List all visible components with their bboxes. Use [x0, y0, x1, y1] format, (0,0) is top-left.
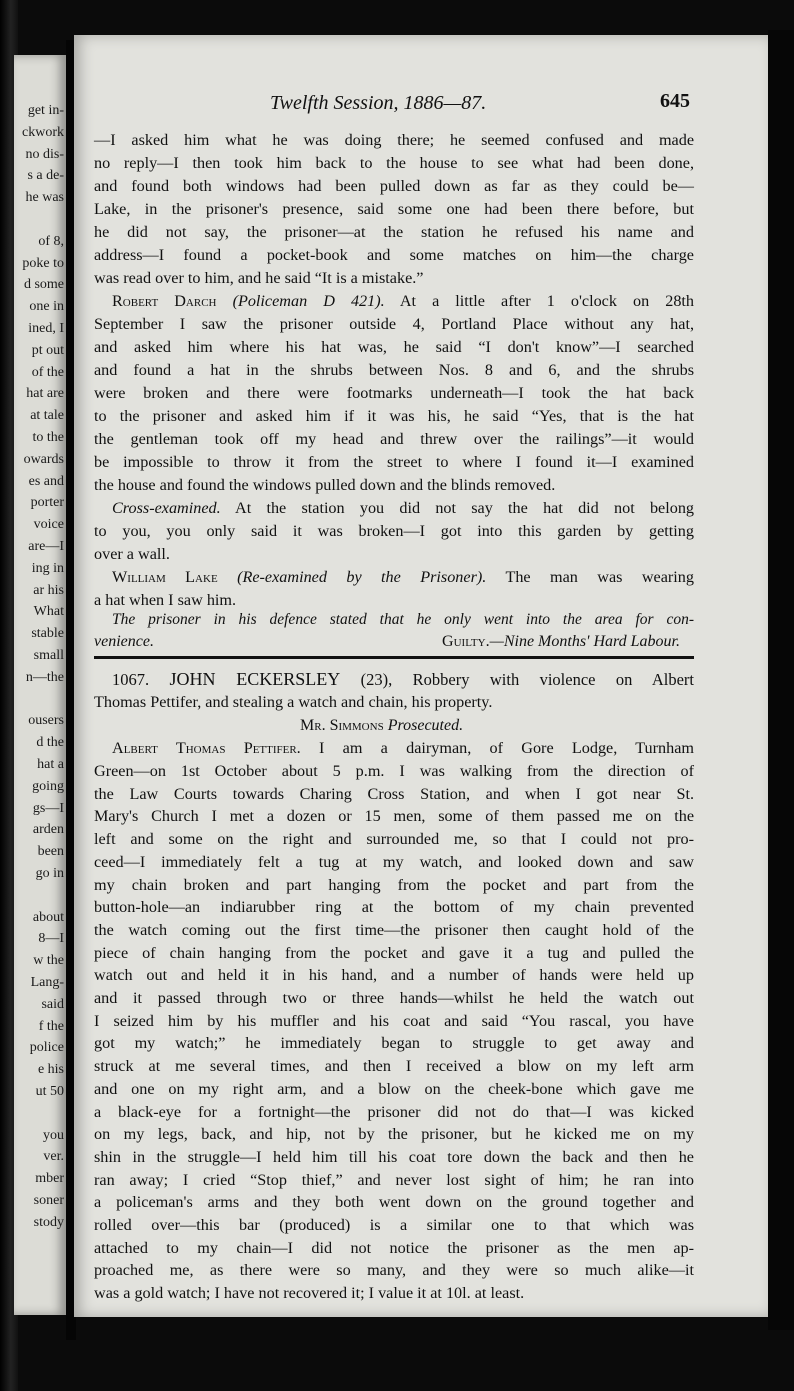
defendant-name: JOHN ECKERSLEY — [169, 669, 341, 689]
left-page-text-fragment: 8—I — [38, 931, 64, 947]
verdict-word: Guilty. — [442, 633, 490, 650]
left-page-text-fragment: d the — [36, 735, 64, 751]
witness-name: William Lake — [112, 568, 218, 586]
text-line: attached to my chain—I did not notice the prisoner as the men ap- — [94, 1238, 694, 1257]
text-line: my chain broken and part hanging from the pocket and part from the — [94, 875, 694, 894]
left-page-text-fragment: to the — [32, 430, 64, 445]
text-line: address—I found a pocket-book and some matches on him—the charge — [94, 246, 694, 264]
left-page-text-fragment: ar his — [33, 582, 64, 598]
left-page-text-fragment: ing in — [31, 560, 64, 576]
left-page-text-fragment: said — [41, 996, 64, 1012]
charge-text: (23), Robbery with violence on Albert — [360, 670, 694, 689]
text-line: he did not say, the prisoner—at the station he refused his name and — [94, 223, 694, 241]
case-number: 1067. — [112, 670, 150, 689]
sentence: —Nine Months' Hard Labour. — [489, 633, 680, 650]
left-page-text-fragment: f the — [38, 1018, 64, 1034]
left-page-text-fragment: ut 50 — [35, 1084, 64, 1099]
text-line: a policeman's arms and they both went down on the ground together and — [94, 1193, 694, 1212]
left-page-text-fragment: are—I — [28, 539, 64, 554]
text-line: ceed—I immediately felt a tug at my watch, and looked down and saw — [94, 852, 694, 871]
left-page-fragment — [14, 55, 66, 1315]
text-line: struck at me several times, and then I received a blow on my left arm — [94, 1057, 694, 1076]
line-text: The man was wearing — [505, 568, 694, 586]
left-page-text-fragment: soner — [33, 1193, 64, 1208]
text-line: and one on my right arm, and a blow on the cheek-bone which gave me — [94, 1079, 694, 1098]
text-line: September I saw the prisoner outside 4, Portland Place without any hat, — [94, 315, 694, 333]
left-page-text-fragment: ckwork — [22, 124, 64, 140]
text-line: on my legs, back, and hip, not by the prisoner, but he kicked me on my — [94, 1125, 694, 1144]
text-line — [112, 670, 694, 689]
left-page-text-fragment: gs—I — [32, 800, 64, 816]
verdict — [442, 633, 680, 651]
left-page-text-fragment: es and — [28, 473, 64, 489]
left-page-text-fragment: of the — [31, 364, 64, 380]
text-line: Lake, in the prisoner's presence, said some one had been there before, but — [94, 200, 694, 218]
text-line: over a wall. — [94, 545, 170, 563]
left-page-text-fragment: porter — [30, 495, 64, 511]
left-page-text-fragment: get in- — [27, 103, 64, 118]
defence-tail: venience. — [94, 633, 154, 650]
left-page-text-fragment: ousers — [28, 713, 64, 729]
verdict-line — [94, 633, 694, 651]
text-line: was a gold watch; I have not recovered it; I value it at 10l. at least. — [94, 1284, 525, 1303]
left-page-text-fragment: What — [33, 604, 64, 620]
left-page-text-fragment: Lang- — [30, 975, 64, 990]
left-page-text-fragment: d some — [23, 277, 64, 293]
left-page-text-fragment: of 8, — [38, 233, 64, 249]
left-page-text-fragment: he was — [25, 190, 64, 206]
line-text: I am a dairyman, of Gore Lodge, Turnham — [319, 739, 695, 757]
text-line: to you, you only said it was broken—I got into this garden by getting — [94, 522, 694, 540]
text-line: the house and found the windows pulled down and the blinds removed. — [94, 476, 556, 494]
witness-role: (Re-examined by the Prisoner). — [237, 568, 487, 586]
text-line — [112, 740, 694, 756]
left-page-text-fragment: go in — [35, 866, 64, 881]
left-page-text-fragment: small — [33, 648, 64, 663]
text-line: the gentleman took off my head and threw over the railings”—it would — [94, 430, 694, 448]
text-line: piece of chain hanging from the pocket and gave it a tug and pulled the — [94, 943, 694, 962]
prosecutor-line — [300, 717, 463, 735]
text-line: the Law Courts towards Charing Cross Station, and when I got near St. — [94, 784, 694, 803]
left-page-text-fragment: going — [32, 778, 64, 794]
text-line: and it passed through two or three hands—whilst he held the watch out — [94, 989, 694, 1007]
text-line: left and some on the right and surrounded me, so that I could not pro- — [94, 830, 694, 849]
text-line: and found both windows had been pulled down as far as they could be— — [94, 177, 694, 195]
text-line — [112, 500, 694, 516]
left-page-text-fragment: no dis- — [25, 146, 64, 162]
witness-role: (Policeman D 421). — [232, 292, 385, 310]
text-line: to the prisoner and asked him if it was his, he said “Yes, that is the hat — [94, 407, 694, 425]
text-line: ran away; I cried “Stop thief,” and never lost sight of him; he ran into — [94, 1170, 694, 1189]
text-line: a hat when I saw him. — [94, 591, 237, 609]
left-page-text-fragment: hat are — [26, 386, 64, 402]
text-line: no reply—I then took him back to the house to see what had been done, — [94, 154, 694, 172]
left-page-text-fragment: you — [43, 1127, 64, 1143]
prosecutor-role: Prosecuted. — [387, 717, 464, 734]
text-line: button-hole—an indiarubber ring at the bottom of my chain prevented — [94, 898, 694, 917]
left-page-text-fragment: n—the — [25, 669, 64, 685]
text-line: be impossible to throw it from the street to where I found it—I examined — [94, 453, 694, 471]
text-line: a black-eye for a fortnight—the prisoner did not do that—I was kicked — [94, 1102, 694, 1121]
text-line: and found a hat in the shrubs between Nos. 8 and 6, and the shrubs — [94, 361, 694, 379]
witness-name: Albert Thomas Pettifer. — [112, 739, 301, 757]
left-page-text-fragment: been — [37, 844, 64, 860]
page-number: 645 — [660, 90, 690, 112]
left-page-text-fragment: about — [32, 909, 64, 925]
text-line: and asked him where his hat was, he said “I don't know”—I searched — [94, 338, 694, 356]
left-page-text-fragment: ined, I — [28, 321, 64, 336]
left-page-text-fragment: s a de- — [27, 168, 64, 184]
left-page-text-fragment: e his — [37, 1062, 64, 1078]
text-line: the watch coming out the first time—the prisoner then caught hold of the — [94, 920, 694, 939]
left-page-text-fragment: one in — [29, 299, 64, 315]
left-page-text-fragment: pt out — [31, 342, 64, 358]
witness-name: Robert Darch — [112, 292, 217, 310]
text-line: Mary's Church I met a dozen or 15 men, some of them passed me on the — [94, 807, 694, 826]
text-line: was read over to him, and he said “It is a mistake.” — [94, 269, 424, 287]
left-page-text-fragment: mber — [35, 1171, 64, 1187]
left-page-text-fragment: poke to — [22, 255, 64, 271]
text-line: were broken and there were footmarks underneath—I took the hat back — [94, 384, 694, 402]
text-line: rolled over—this bar (produced) is a similar one to that which was — [94, 1216, 694, 1234]
text-line: proached me, as there were so many, and they were so much alike—it — [94, 1261, 694, 1280]
line-text: At the station you did not say the hat did not belong — [235, 499, 695, 517]
left-page-text-fragment: w the — [33, 953, 64, 969]
defence-statement: The prisoner in his defence stated that he only went into the area for con- — [112, 611, 694, 628]
text-line: I seized him by his muffler and his coat and said “You rascal, you have — [94, 1011, 694, 1030]
left-page-text-fragment: at tale — [30, 408, 64, 424]
text-line — [112, 569, 694, 585]
line-text: At a little after 1 o'clock on 28th — [399, 292, 694, 310]
left-page-text-fragment: hat a — [37, 757, 64, 772]
text-line: watch out and held it in his hand, and a number of hands were held up — [94, 966, 694, 985]
left-page-text-fragment: voice — [33, 517, 64, 533]
text-line: shin in the struggle—I held him till his coat tore down the back and then he — [94, 1147, 694, 1166]
prosecutor-name: Mr. Simmons — [300, 717, 384, 734]
left-page-text-fragment: stody — [33, 1214, 64, 1230]
section-divider — [94, 656, 694, 659]
left-page-text-fragment: police — [29, 1040, 64, 1056]
text-line: got my watch;” he immediately began to struggle to get away and — [94, 1034, 694, 1053]
text-line: Green—on 1st October about 5 p.m. I was walking from the direction of — [94, 762, 694, 780]
left-page-text-fragment: owards — [23, 451, 64, 467]
running-title: Twelfth Session, 1886—87. — [270, 92, 487, 114]
left-page-text-fragment: ver. — [43, 1149, 64, 1165]
left-page-text-fragment: stable — [31, 626, 64, 642]
text-line: Thomas Pettifer, and stealing a watch and chain, his property. — [94, 693, 493, 711]
page-edge-shadow — [768, 30, 794, 1330]
left-page-text-fragment: arden — [32, 822, 64, 838]
text-line: —I asked him what he was doing there; he seemed confused and made — [94, 131, 694, 149]
text-line — [112, 293, 694, 309]
cross-label: Cross-examined. — [112, 499, 221, 517]
